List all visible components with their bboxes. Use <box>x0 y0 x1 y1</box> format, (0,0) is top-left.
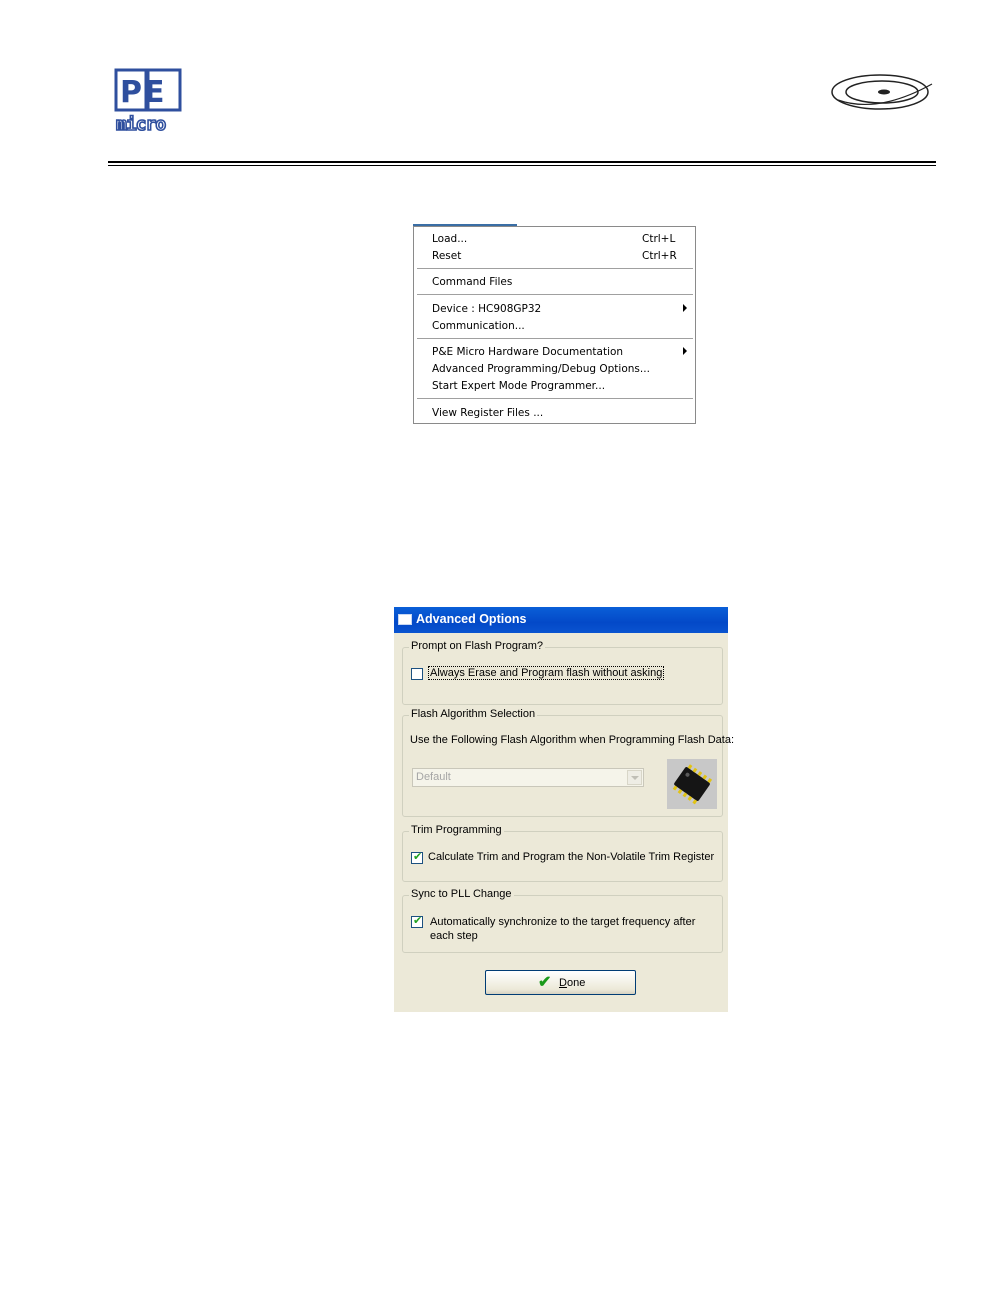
always-erase-label[interactable] <box>428 667 664 679</box>
menu-item-load[interactable] <box>414 230 695 247</box>
always-erase-checkbox[interactable] <box>411 668 423 680</box>
menu-item-expert-mode[interactable] <box>414 377 695 394</box>
menu-item-hardware-documentation[interactable] <box>414 343 695 360</box>
menu-item-label: Command Files <box>432 275 513 288</box>
svg-text:E: E <box>144 75 165 110</box>
menu-separator <box>417 268 693 269</box>
checkmark-icon: ✔ <box>538 974 552 991</box>
calculate-trim-label[interactable]: Calculate Trim and Program the Non-Volatile Trim Register <box>428 851 715 863</box>
group-legend: Trim Programming <box>411 824 502 836</box>
algorithm-instruction: Use the Following Flash Algorithm when Programming Flash Data: <box>410 734 735 746</box>
submenu-arrow-icon <box>683 304 687 312</box>
menu-item-communication[interactable] <box>414 317 695 334</box>
chip-icon <box>667 759 717 809</box>
svg-text:P: P <box>120 75 142 110</box>
menu-item-label: Communication... <box>432 319 525 332</box>
disc-logo-icon <box>828 70 938 116</box>
chevron-down-icon[interactable] <box>627 770 642 785</box>
sync-pll-group <box>402 888 723 953</box>
always-erase-label-text: Always Erase and Program flash without asking <box>430 667 663 679</box>
menu-item-shortcut: Ctrl+R <box>642 249 677 262</box>
menu-item-label: Device : HC908GP32 <box>432 302 542 315</box>
trim-programming-group <box>402 824 723 882</box>
checkmark-icon: ✔ <box>413 915 423 927</box>
header-rule-thick <box>108 161 936 163</box>
calculate-trim-checkbox[interactable] <box>411 852 423 864</box>
menu-item-command-files[interactable] <box>414 273 695 290</box>
auto-sync-checkbox[interactable] <box>411 916 423 928</box>
menu-item-advanced-options[interactable] <box>414 360 695 377</box>
menu-item-view-register-files[interactable] <box>414 404 695 421</box>
checkmark-icon: ✔ <box>413 851 423 863</box>
context-menu <box>413 226 696 424</box>
menu-separator <box>417 398 693 399</box>
menu-item-shortcut: Ctrl+L <box>642 232 676 245</box>
group-legend: Sync to PLL Change <box>411 888 512 900</box>
submenu-arrow-icon <box>683 347 687 355</box>
flash-algorithm-select-value: Default <box>416 771 451 783</box>
auto-sync-label-line1[interactable]: Automatically synchronize to the target frequency after <box>430 916 696 928</box>
menu-item-label: Start Expert Mode Programmer... <box>432 379 606 392</box>
done-button[interactable] <box>485 970 636 995</box>
menu-separator <box>417 294 693 295</box>
group-legend: Prompt on Flash Program? <box>411 640 544 652</box>
menu-item-label: Load... <box>432 232 468 245</box>
flash-algorithm-group <box>402 708 735 817</box>
auto-sync-label-line2[interactable]: each step <box>430 930 478 942</box>
menu-item-label: P&E Micro Hardware Documentation <box>432 345 624 358</box>
pe-micro-logo <box>114 68 182 132</box>
menu-item-reset[interactable] <box>414 247 695 264</box>
menu-item-device[interactable] <box>414 300 695 317</box>
dialog-titlebar[interactable] <box>394 607 728 633</box>
window-icon <box>398 614 412 625</box>
done-button-label: Done <box>559 977 586 989</box>
dialog-title: Advanced Options <box>416 612 527 626</box>
advanced-options-dialog <box>394 607 735 1012</box>
menu-item-label: Advanced Programming/Debug Options... <box>432 362 650 375</box>
menu-item-label: View Register Files ... <box>432 406 544 419</box>
prompt-on-flash-group <box>402 640 723 705</box>
flash-algorithm-select[interactable] <box>412 768 644 787</box>
menu-separator <box>417 338 693 339</box>
group-legend: Flash Algorithm Selection <box>411 708 536 720</box>
svg-text:micro: micro <box>116 114 166 132</box>
header-rule-thin <box>108 165 936 166</box>
menu-item-label: Reset <box>432 249 462 262</box>
